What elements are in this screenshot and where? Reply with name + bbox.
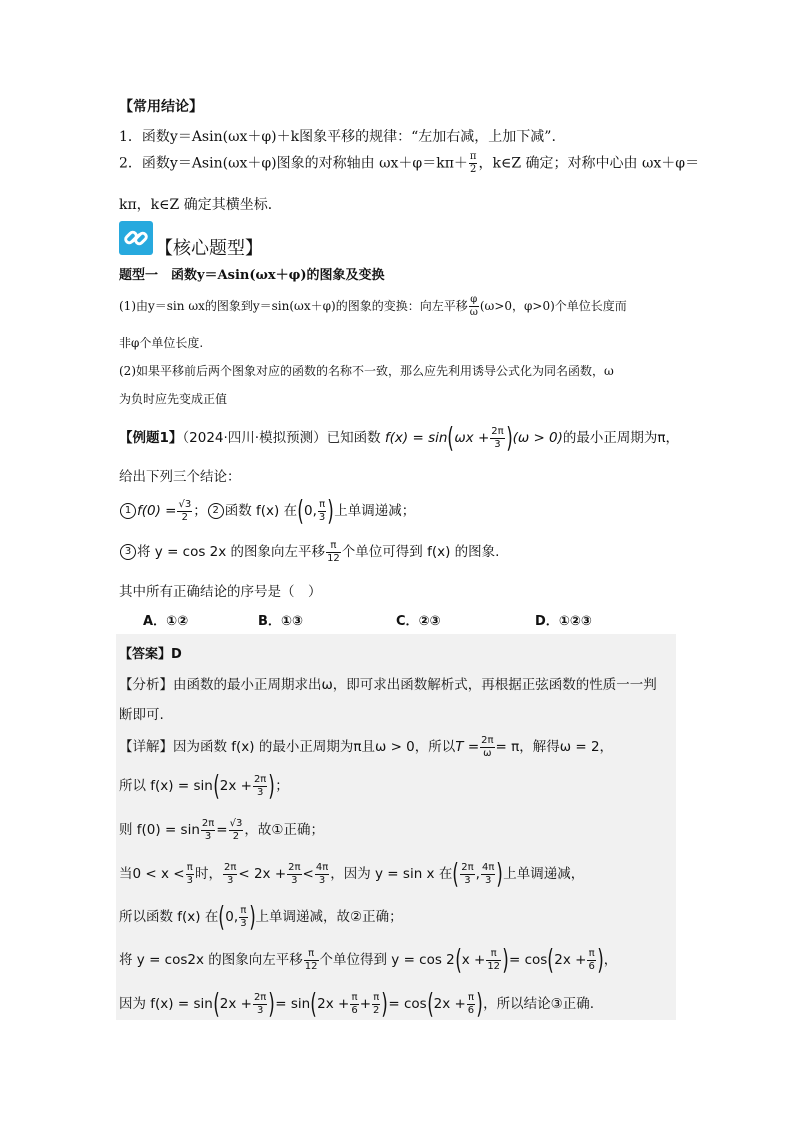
note-2-cont: 为负时应先变成正值 <box>119 392 228 406</box>
option-b: B．①③ <box>258 614 303 629</box>
conclusion-item-2-cont: kπ，k∈Z 确定其横坐标． <box>119 197 282 213</box>
example-1-conclusion-3: 3 将 y = cos 2x 的图象向左平移 $\frac{\pi}{12}$ 个单位可得到 f(x) 的图象. <box>119 540 499 564</box>
example-1-line2: 给出下列三个结论： <box>119 469 241 485</box>
analysis-line-1: 【分析】由函数的最小正周期求出ω，即可求出函数解析式，再根据正弦函数的性质一一判 <box>119 677 657 693</box>
option-d: D．①②③ <box>535 614 592 629</box>
example-1-question: 其中所有正确结论的序号是（ ） <box>119 584 322 600</box>
detail-line-5: 所以函数 f(x) 在(0, $\frac{\pi}{3}$ )上单调递减，故②正确； <box>119 900 403 933</box>
conclusions-heading: 【常用结论】 <box>119 99 203 115</box>
detail-line-7: 因为 f(x) = sin(2x + $\frac{2\pi}{3}$ )= sin(2x + $\frac{\pi}{6}$ + $\frac{\pi}{2}$ )= cos(2x + $\frac{\pi}{6}$ )，所以结论③正确. <box>119 987 595 1020</box>
option-c: C．②③ <box>396 614 441 629</box>
detail-line-3: 则 f(0) = sin $\frac{2\pi}{3}$ = $\frac{√3}{2}$ ，故①正确； <box>119 817 324 842</box>
answer-line: 【答案】D <box>119 647 182 662</box>
conclusion-item-1: 1．函数y＝Asin(ωx＋φ)＋k图象平移的规律：“左加右减，上加下减”. <box>119 129 556 145</box>
detail-line-4: 当0 < x < $\frac{\pi}{3}$ 时， $\frac{2\pi}{3}$ < 2x + $\frac{2\pi}{3}$ < $\frac{4\pi}{3}$ ，因为 y = sin x 在( $\frac{2\pi}{3}$ , $\frac{4\pi}{3}$ )上单调递减， <box>119 857 585 890</box>
conclusion-item-2: 2．函数y＝Asin(ωx＋φ)图象的对称轴由 ωx＋φ＝kπ＋ $\frac{\pi}{2}$ ，k∈Z 确定；对称中心由 ωx＋φ＝ <box>119 151 700 175</box>
detail-line-1: 【详解】因为函数 f(x) 的最小正周期为π且ω > 0，所以T = $\frac{2\pi}{\omega}$ = π，解得ω = 2， <box>119 734 614 759</box>
note-1: (1)由y＝sin ωx的图象到y＝sin(ωx＋φ)的图象的变换：向左平移 $\frac{\varphi}{\omega}$ (ω>0，φ>0)个单位长度而 <box>119 294 627 318</box>
example-1-stem: 【例题1】（2024·四川·模拟预测）已知函数 f(x) = sin(ωx + $\frac{2\pi}{3}$ )(ω > 0)的最小正周期为π， <box>119 421 680 454</box>
type-one-heading: 题型一 函数y＝Asin(ωx＋φ)的图象及变换 <box>119 268 385 283</box>
detail-line-6: 将 y = cos2x 的图象向左平移 $\frac{\pi}{12}$ 个单位得到 y = cos 2(x + $\frac{\pi}{12}$ )= cos(2x + $\frac{\pi}{6}$ )， <box>119 943 618 976</box>
note-1-cont: 非φ个单位长度. <box>119 336 204 350</box>
core-title: 【核心题型】 <box>155 238 263 259</box>
example-1-conclusions-12: 1 f(0) = $\frac{√3}{2}$ ； 2 函数 f(x) 在(0, $\frac{\pi}{3}$ )上单调递减； <box>119 497 415 525</box>
analysis-line-2: 断即可. <box>119 707 164 723</box>
option-a: A．①② <box>143 614 189 629</box>
note-2: (2)如果平移前后两个图象对应的函数的名称不一致，那么应先利用诱导公式化为同名函数，ω <box>119 364 614 378</box>
detail-line-2: 所以 f(x) = sin(2x + $\frac{2\pi}{3}$ )； <box>119 769 289 802</box>
link-icon <box>119 221 153 255</box>
